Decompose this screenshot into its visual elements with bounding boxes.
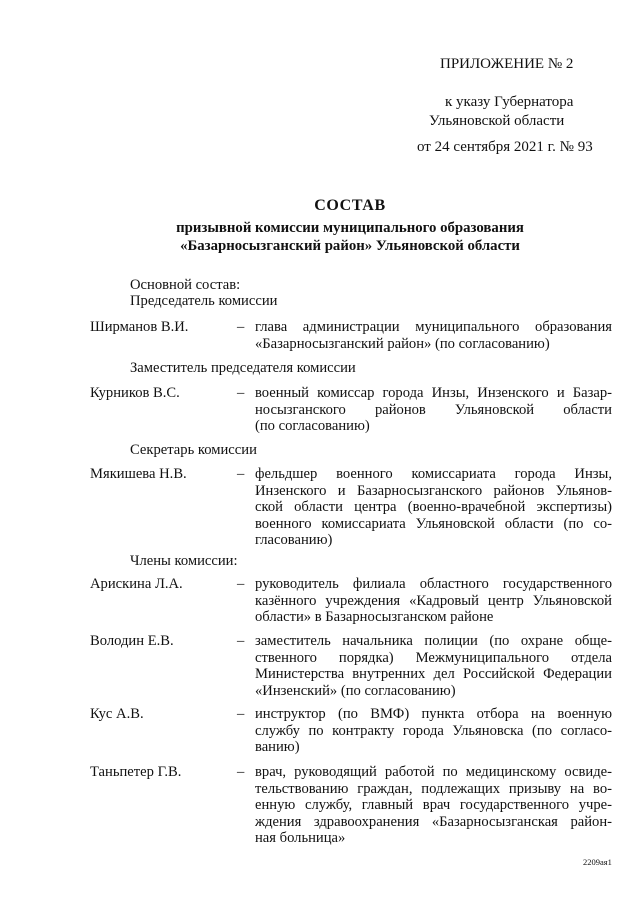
dash-separator: – (237, 385, 245, 401)
role-line: ная больница» (255, 830, 346, 846)
role-line: военного комиссариата Ульяновской области (по со- (255, 515, 612, 532)
member-role (255, 576, 612, 626)
document-code: 2209ая1 (583, 857, 612, 867)
member-role (255, 764, 612, 847)
decree-reference-line: к указу Губернатора (445, 94, 574, 110)
decree-reference (429, 93, 574, 131)
role-line: фельдшер военного комиссариата города Инзы, (255, 466, 612, 482)
role-line: «Инзенский» (по согласованию) (255, 682, 456, 699)
role-line: гласованию) (255, 532, 333, 548)
role-line: Министерства внутренних дел Российской Федерации (255, 666, 612, 682)
dash-separator: – (237, 633, 245, 649)
dash-separator: – (237, 706, 245, 722)
role-line: заместитель начальника полиции (по охране обще- (255, 633, 612, 649)
role-line: области» в Базарносызганском районе (255, 609, 494, 625)
member-role (255, 385, 612, 435)
role-line: тельствованию граждан, подлежащих призыву на во- (255, 780, 612, 797)
member-name: Ширманов В.И. (90, 319, 189, 335)
role-line: ственного порядка) Межмуниципального отдела (255, 649, 612, 666)
member-role (255, 466, 612, 549)
role-line: военный комиссар города Инзы, Инзенского и Базар- (255, 385, 612, 401)
role-line: казённого учреждения «Кадровый центр Ульяновской (255, 592, 612, 609)
role-line: ванию) (255, 739, 300, 755)
role-line: носызганского районов Ульяновской области (255, 401, 612, 418)
role-line: инструктор (по ВМФ) пункта отбора на военную (255, 706, 612, 722)
member-name: Курников В.С. (90, 385, 180, 401)
role-line: ской области центра (военно-врачебной экспертизы) (255, 499, 612, 515)
decree-reference-line: Ульяновской области (429, 113, 565, 129)
role-line: Инзенского и Базарносызганского районов Ульянов- (255, 482, 612, 499)
section-deputy: Заместитель председателя комиссии (130, 360, 356, 376)
section-members: Члены комиссии: (130, 553, 238, 569)
role-line: глава администрации муниципального образования (255, 319, 612, 335)
role-line: врач, руководящий работой по медицинскому освиде- (255, 764, 612, 780)
decree-date: от 24 сентября 2021 г. № 93 (417, 139, 593, 155)
section-chair: Председатель комиссии (130, 293, 278, 309)
member-name: Таньпетер Г.В. (90, 764, 182, 780)
document-title: СОСТАВ (314, 197, 386, 214)
dash-separator: – (237, 466, 245, 482)
member-role (255, 319, 612, 352)
member-role (255, 706, 612, 756)
role-line: енную службу, главный врач государственного учре- (255, 797, 612, 813)
document-subtitle (90, 219, 610, 255)
dash-separator: – (237, 319, 245, 335)
member-name: Володин Е.В. (90, 633, 174, 649)
dash-separator: – (237, 576, 245, 592)
role-line: руководитель филиала областного государственного (255, 576, 612, 592)
member-name: Арискина Л.А. (90, 576, 183, 592)
role-line: службу по контракту города Ульяновска (по согласо- (255, 722, 612, 739)
section-secretary: Секретарь комиссии (130, 442, 257, 458)
role-line: ждения здравоохранения «Базарносызганская район- (255, 813, 612, 830)
attachment-number: ПРИЛОЖЕНИЕ № 2 (440, 56, 574, 72)
member-role (255, 633, 612, 699)
dash-separator: – (237, 764, 245, 780)
subtitle-line: призывной комиссии муниципального образования (176, 220, 524, 236)
role-line: (по согласованию) (255, 418, 370, 434)
subtitle-line: «Базарносызганский район» Ульяновской области (180, 238, 520, 254)
role-line: «Базарносызганский район» (по согласованию) (255, 335, 550, 352)
member-name: Кус А.В. (90, 706, 144, 722)
section-main: Основной состав: (130, 277, 241, 293)
member-name: Мякишева Н.В. (90, 466, 187, 482)
